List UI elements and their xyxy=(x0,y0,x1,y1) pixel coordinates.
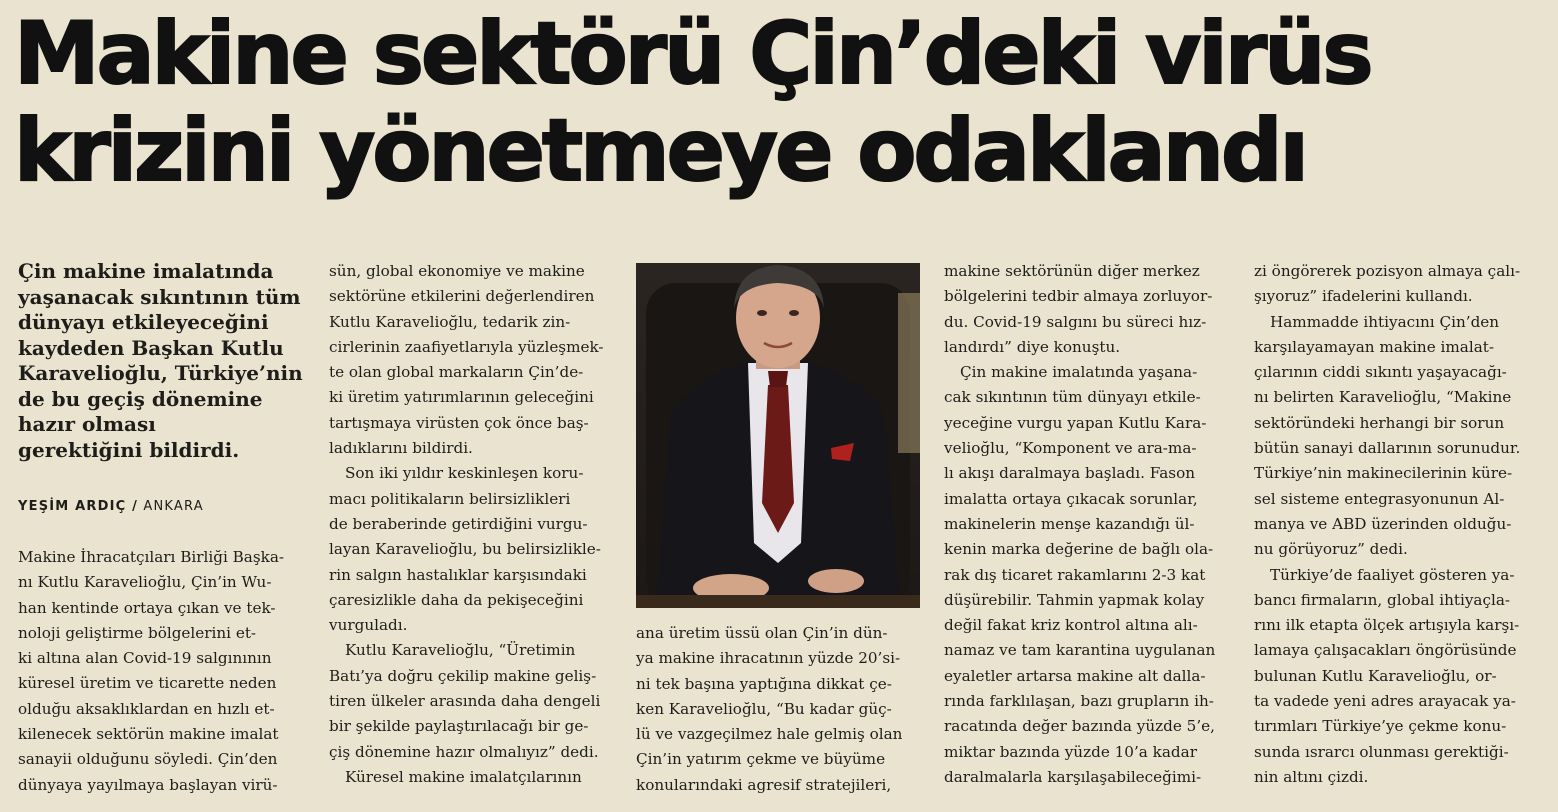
article-headline xyxy=(14,6,1554,200)
body-text-line: cak sıkıntının tüm dünyayı etkile- xyxy=(944,388,1201,407)
body-text-line: çılarının ciddi sıkıntı yaşayacağı- xyxy=(1254,363,1507,382)
body-text-line: Kutlu Karavelioğlu, tedarik zin- xyxy=(329,312,571,331)
headline-line-2: krizini yönetmeye odaklandı xyxy=(14,101,1306,201)
body-text-line: sunda ısrarcı olunması gerektiği- xyxy=(1254,742,1509,761)
byline xyxy=(18,499,204,514)
body-text-line: han kentinde ortaya çıkan ve tek- xyxy=(18,598,276,617)
body-text-line: velioğlu, “Komponent ve ara-ma- xyxy=(944,439,1197,458)
body-text-line: de beraberinde getirdiğini vurgu- xyxy=(329,514,588,533)
body-text-line: landırdı” diye konuştu. xyxy=(944,337,1121,356)
lead-line: gerektiğini bildirdi. xyxy=(18,437,240,462)
lead-line: de bu geçiş dönemine xyxy=(18,386,263,411)
body-text-line: imalatta ortaya çıkacak sorunlar, xyxy=(944,489,1198,508)
article-lead xyxy=(18,259,303,463)
body-text-line: şıyoruz” ifadelerini kullandı. xyxy=(1254,287,1473,306)
body-text-line: du. Covid-19 salgını bu süreci hız- xyxy=(944,312,1207,331)
body-text-line: lü ve vazgeçilmez hale gelmiş olan xyxy=(636,725,903,744)
body-text-line: nı belirten Karavelioğlu, “Makine xyxy=(1254,388,1512,407)
lead-line: Çin makine imalatında xyxy=(18,259,274,283)
body-text-line: rin salgın hastalıklar karşısındaki xyxy=(329,565,587,584)
body-text-line: manya ve ABD üzerinden olduğu- xyxy=(1254,514,1512,533)
body-text-line: Kutlu Karavelioğlu, “Üretimin xyxy=(345,641,576,660)
body-text-line: Türkiye’de faaliyet gösteren ya- xyxy=(1270,565,1515,584)
body-text-line: makinelerin menşe kazandığı ül- xyxy=(944,514,1195,533)
body-text-line: çaresizlikle daha da pekişeceğini xyxy=(329,590,584,609)
body-text-line: ni tek başına yaptığına dikkat çe- xyxy=(636,674,892,693)
headline-line-1: Makine sektörü Çin’deki virüs xyxy=(14,4,1371,104)
body-text-line: bütün sanayi dallarının sorunudur. xyxy=(1254,439,1521,458)
article-column-5 xyxy=(1254,259,1544,790)
body-text-line: konularındaki agresif stratejileri, xyxy=(636,775,892,794)
body-text-line: makine sektörünün diğer merkez xyxy=(944,262,1200,280)
body-text-line: sün, global ekonomiye ve makine xyxy=(329,262,585,280)
body-text-line: Türkiye’nin makinecilerinin küre- xyxy=(1254,464,1513,483)
body-text-line: ki altına alan Covid-19 salgınının xyxy=(18,649,272,668)
body-text-line: ana üretim üssü olan Çin’in dün- xyxy=(636,624,888,642)
body-text-line: rak dış ticaret rakamlarını 2-3 kat xyxy=(944,565,1206,584)
body-text-line: te olan global markaların Çin’de- xyxy=(329,363,584,382)
body-text-line: yeceğine vurgu yapan Kutlu Kara- xyxy=(944,413,1207,432)
body-text-line: Çin’in yatırım çekme ve büyüme xyxy=(636,750,886,769)
body-text-line: Makine İhracatçıları Birliği Başka- xyxy=(18,548,285,566)
lead-line: yaşanacak sıkıntının tüm xyxy=(18,284,301,309)
author-name: YEŞİM ARDIÇ / xyxy=(18,499,139,514)
body-text-line: Küresel makine imalatçılarının xyxy=(345,767,582,786)
body-text-line: düşürebilir. Tahmin yapmak kolay xyxy=(944,590,1205,609)
body-text-line: çiş dönemine hazır olmalıyız” dedi. xyxy=(329,742,599,761)
body-text-line: tartışmaya virüsten çok önce baş- xyxy=(329,413,589,432)
body-text-line: karşılayamayan makine imalat- xyxy=(1254,337,1494,356)
body-text-line: kilenecek sektörün makine imalat xyxy=(18,725,279,744)
lead-line: kaydeden Başkan Kutlu xyxy=(18,335,284,360)
body-text-line: değil fakat kriz kontrol altına alı- xyxy=(944,616,1198,635)
body-text-line: Son iki yıldır keskinleşen koru- xyxy=(345,464,584,483)
body-text-line: bulunan Kutlu Karavelioğlu, or- xyxy=(1254,666,1497,685)
body-text-line: ladıklarını bildirdi. xyxy=(329,439,473,458)
article-column-4 xyxy=(944,259,1234,790)
body-text-line: ken Karavelioğlu, “Bu kadar güç- xyxy=(636,699,892,718)
body-text-line: nı Kutlu Karavelioğlu, Çin’in Wu- xyxy=(18,573,272,592)
body-text-line: nin altını çizdi. xyxy=(1254,767,1369,786)
body-text-line: macı politikaların belirsizlikleri xyxy=(329,489,571,508)
article-column-1 xyxy=(18,545,306,798)
body-text-line: daralmalarla karşılaşabileceğimi- xyxy=(944,767,1202,786)
body-text-line: sel sisteme entegrasyonunun Al- xyxy=(1254,489,1505,508)
body-text-line: lamaya çalışacakları öngörüsünde xyxy=(1254,641,1517,660)
body-text-line: Hammadde ihtiyacını Çin’den xyxy=(1270,312,1500,331)
body-text-line: sektöründeki herhangi bir sorun xyxy=(1254,413,1505,432)
body-text-line: olduğu aksaklıklardan en hızlı et- xyxy=(18,699,275,718)
body-text-line: nu görüyoruz” dedi. xyxy=(1254,540,1408,559)
body-text-line: ki üretim yatırımlarının geleceğini xyxy=(329,388,594,407)
portrait-photo xyxy=(636,263,920,608)
article-column-3-below-photo xyxy=(636,621,926,798)
body-text-line: tiren ülkeler arasında daha dengeli xyxy=(329,692,601,711)
body-text-line: bancı firmaların, global ihtiyaçla- xyxy=(1254,590,1511,609)
body-text-line: vurguladı. xyxy=(329,616,408,635)
body-text-line: sektörüne etkilerini değerlendiren xyxy=(329,287,595,306)
body-text-line: dünyaya yayılmaya başlayan virü- xyxy=(18,775,278,794)
body-text-line: kenin marka değerine de bağlı ola- xyxy=(944,540,1214,559)
body-text-line: rında farklılaşan, bazı grupların ih- xyxy=(944,692,1214,711)
body-text-line: ya makine ihracatının yüzde 20’si- xyxy=(636,649,901,668)
body-text-line: Batı’ya doğru çekilip makine geliş- xyxy=(329,666,597,685)
body-text-line: miktar bazında yüzde 10’a kadar xyxy=(944,742,1197,761)
author-location: ANKARA xyxy=(138,499,204,514)
body-text-line: sanayii olduğunu söyledi. Çin’den xyxy=(18,750,278,769)
body-text-line: ta vadede yeni adres arayacak ya- xyxy=(1254,692,1516,711)
lead-line: Karavelioğlu, Türkiye’nin xyxy=(18,361,303,385)
body-text-line: lı akışı daralmaya başladı. Fason xyxy=(944,464,1196,483)
body-text-line: bir şekilde paylaştırılacağı bir ge- xyxy=(329,717,589,736)
lead-line: dünyayı etkileyeceğini xyxy=(18,310,269,334)
body-text-line: küresel üretim ve ticarette neden xyxy=(18,674,277,693)
body-text-line: Çin makine imalatında yaşana- xyxy=(960,363,1198,382)
body-text-line: tırımları Türkiye’ye çekme konu- xyxy=(1254,717,1507,736)
body-text-line: layan Karavelioğlu, bu belirsizlikle- xyxy=(329,540,601,559)
body-text-line: rını ilk etapta ölçek artışıyla karşı- xyxy=(1254,616,1520,635)
article-column-2 xyxy=(329,259,619,790)
lead-line: hazır olması xyxy=(18,412,156,436)
body-text-line: racatında değer bazında yüzde 5’e, xyxy=(944,717,1215,736)
body-text-line: eyaletler artarsa makine alt dalla- xyxy=(944,666,1206,685)
body-text-line: cirlerinin zaafiyetlarıyla yüzleşmek- xyxy=(329,337,604,356)
body-text-line: noloji geliştirme bölgelerini et- xyxy=(18,623,257,642)
body-text-line: bölgelerini tedbir almaya zorluyor- xyxy=(944,287,1213,306)
body-text-line: zi öngörerek pozisyon almaya çalı- xyxy=(1254,262,1521,280)
body-text-line: namaz ve tam karantina uygulanan xyxy=(944,641,1216,660)
